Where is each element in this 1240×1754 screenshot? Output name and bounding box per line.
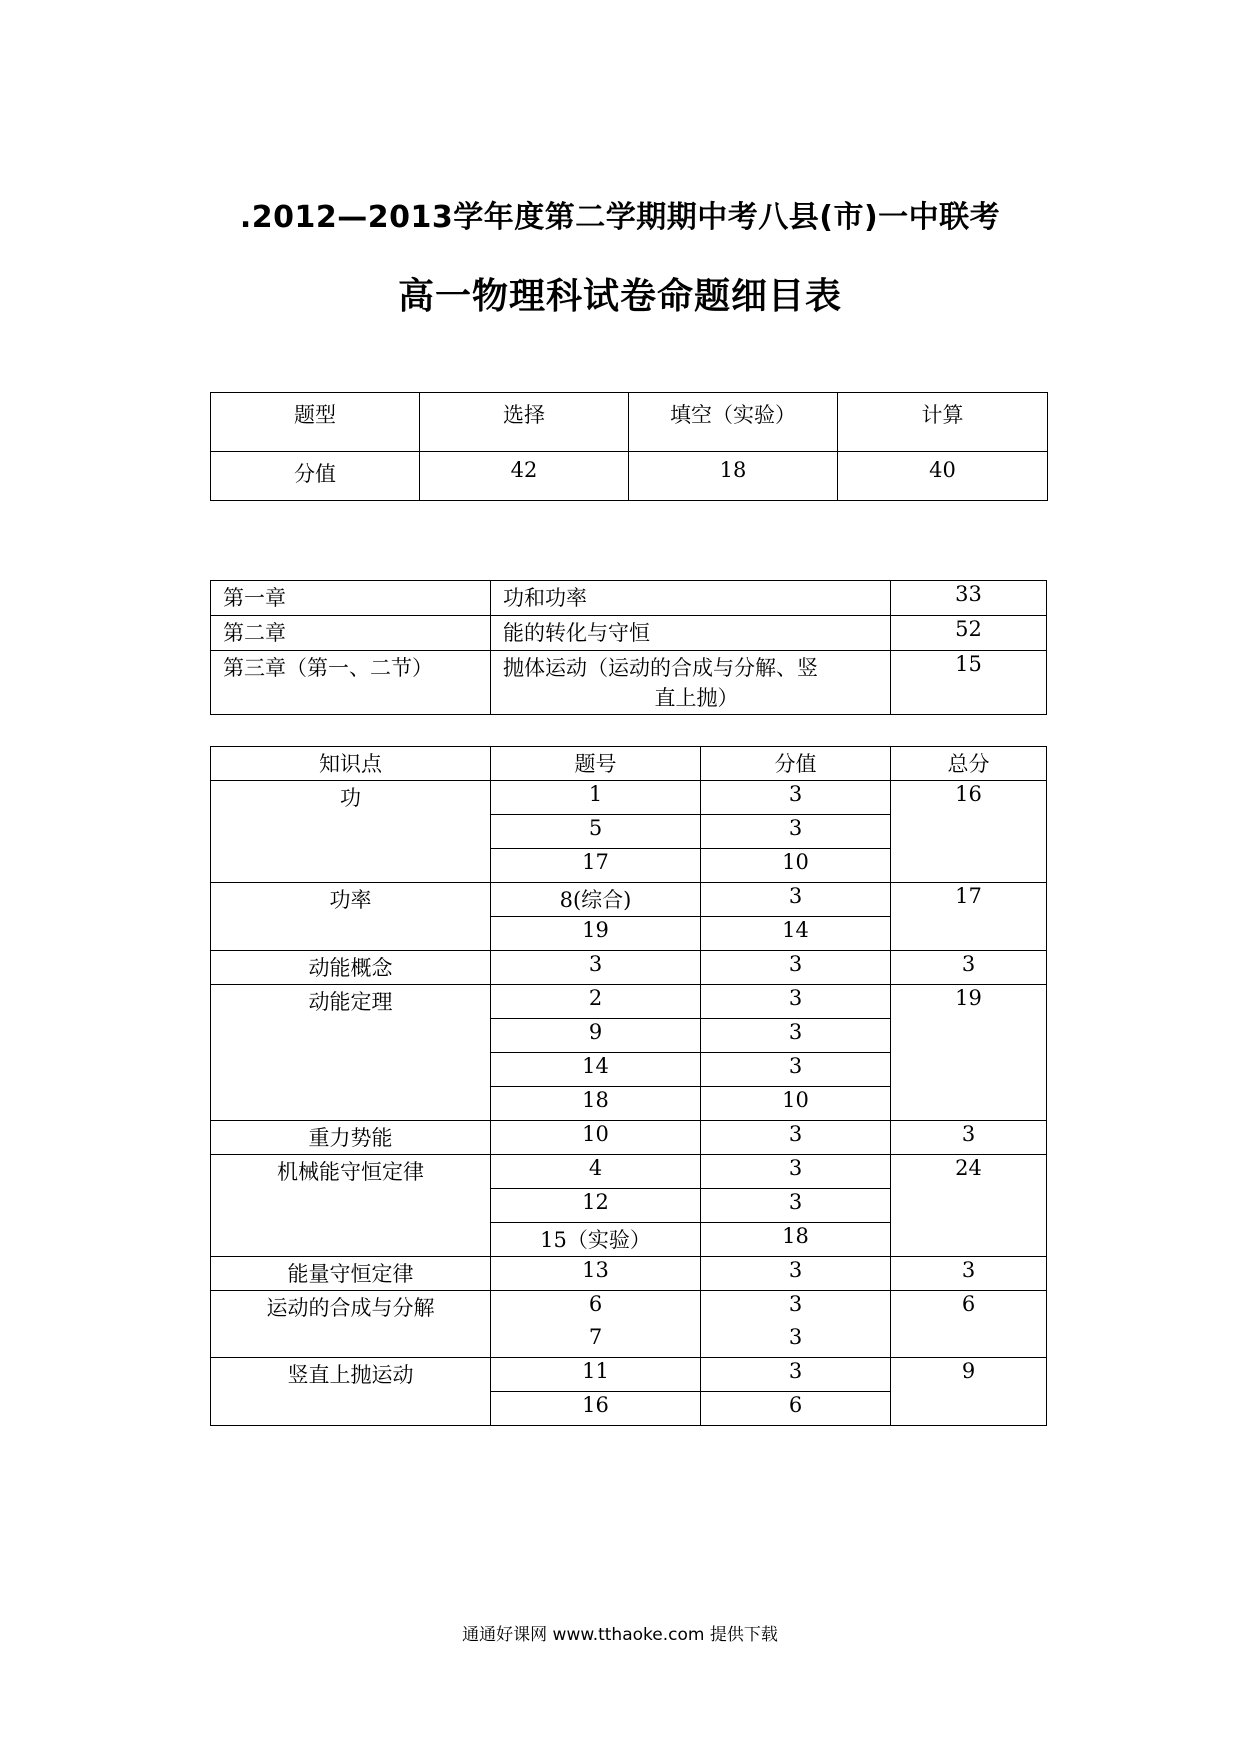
question-number: 10 — [491, 1121, 701, 1155]
knowledge-row — [211, 883, 1047, 917]
score-fill-blank: 18 — [629, 452, 838, 501]
knowledge-point-name: 功率 — [211, 883, 491, 951]
question-type-score-table — [210, 392, 1048, 501]
knowledge-row — [211, 985, 1047, 1019]
chapter-name: 第二章 — [211, 616, 491, 651]
question-number: 14 — [491, 1053, 701, 1087]
knowledge-row — [211, 1257, 1047, 1291]
chapter-topic-line1: 抛体运动（运动的合成与分解、竖 — [503, 656, 818, 680]
question-score: 3 — [701, 951, 891, 985]
chapter-row — [211, 651, 1047, 715]
type-calculation: 计算 — [838, 393, 1048, 452]
question-score: 18 — [701, 1223, 891, 1257]
question-type-row — [211, 393, 1048, 452]
chapter-topic — [491, 651, 891, 715]
score-choice: 42 — [420, 452, 629, 501]
header-score: 分值 — [701, 747, 891, 781]
document-title: 高一物理科试卷命题细目表 — [397, 276, 842, 317]
knowledge-point-total: 3 — [891, 1121, 1047, 1155]
score-calculation: 40 — [838, 452, 1048, 501]
question-number: 1 — [491, 781, 701, 815]
question-number: 11 — [491, 1358, 701, 1392]
question-score: 3 — [701, 781, 891, 815]
knowledge-point-name: 运动的合成与分解 — [211, 1291, 491, 1358]
question-number: 12 — [491, 1189, 701, 1223]
question-score: 3 — [701, 1121, 891, 1155]
chapter-row — [211, 581, 1047, 616]
question-number: 17 — [491, 849, 701, 883]
question-score: 3 — [701, 985, 891, 1019]
question-number: 13 — [491, 1257, 701, 1291]
knowledge-row — [211, 951, 1047, 985]
knowledge-point-name: 重力势能 — [211, 1121, 491, 1155]
header-knowledge-point: 知识点 — [211, 747, 491, 781]
footer-source: 通通好课网 www.tthaoke.com 提供下载 — [462, 1625, 778, 1645]
question-score: 3 — [701, 1053, 891, 1087]
score-value-row — [211, 452, 1048, 501]
question-number: 4 — [491, 1155, 701, 1189]
knowledge-point-total: 19 — [891, 985, 1047, 1121]
question-score: 3 — [701, 883, 891, 917]
knowledge-point-name: 动能定理 — [211, 985, 491, 1121]
type-fill-blank: 填空（实验） — [629, 393, 838, 452]
knowledge-row — [211, 1155, 1047, 1189]
header-question-number: 题号 — [491, 747, 701, 781]
question-number: 8(综合) — [491, 883, 701, 917]
chapter-score: 15 — [891, 651, 1047, 715]
chapter-name: 第三章（第一、二节） — [211, 651, 491, 715]
question-score: 3 — [701, 1257, 891, 1291]
knowledge-header-row — [211, 747, 1047, 781]
question-score: 6 — [701, 1392, 891, 1426]
type-choice: 选择 — [420, 393, 629, 452]
knowledge-point-table — [210, 746, 1047, 1426]
knowledge-row — [211, 1121, 1047, 1155]
chapter-row — [211, 616, 1047, 651]
question-number: 2 — [491, 985, 701, 1019]
chapter-topic: 功和功率 — [491, 581, 891, 616]
question-number: 6 — [491, 1291, 701, 1325]
question-score: 3 — [701, 1019, 891, 1053]
chapter-name: 第一章 — [211, 581, 491, 616]
knowledge-point-name: 竖直上抛运动 — [211, 1358, 491, 1426]
exam-title: .2012—2013学年度第二学期期中考八县(市)一中联考 — [239, 200, 1001, 235]
question-score: 14 — [701, 917, 891, 951]
chapter-topic-line2: 直上抛） — [654, 686, 739, 710]
question-score: 3 — [701, 1358, 891, 1392]
knowledge-point-total: 16 — [891, 781, 1047, 883]
question-number: 3 — [491, 951, 701, 985]
question-number: 16 — [491, 1392, 701, 1426]
knowledge-point-total: 3 — [891, 1257, 1047, 1291]
question-number: 9 — [491, 1019, 701, 1053]
question-number: 18 — [491, 1087, 701, 1121]
chapter-score: 33 — [891, 581, 1047, 616]
chapter-score: 52 — [891, 616, 1047, 651]
row-label-score: 分值 — [211, 452, 420, 501]
knowledge-point-total: 17 — [891, 883, 1047, 951]
question-score: 3 — [701, 1324, 891, 1358]
knowledge-row — [211, 1291, 1047, 1325]
knowledge-point-total: 9 — [891, 1358, 1047, 1426]
knowledge-row — [211, 781, 1047, 815]
header-total: 总分 — [891, 747, 1047, 781]
question-number: 7 — [491, 1324, 701, 1358]
knowledge-point-name: 功 — [211, 781, 491, 883]
knowledge-point-name: 动能概念 — [211, 951, 491, 985]
question-number: 5 — [491, 815, 701, 849]
chapter-table — [210, 580, 1047, 715]
question-score: 3 — [701, 1291, 891, 1325]
knowledge-point-name: 机械能守恒定律 — [211, 1155, 491, 1257]
knowledge-point-name: 能量守恒定律 — [211, 1257, 491, 1291]
question-score: 3 — [701, 815, 891, 849]
row-label-type: 题型 — [211, 393, 420, 452]
knowledge-row — [211, 1358, 1047, 1392]
knowledge-point-total: 6 — [891, 1291, 1047, 1358]
knowledge-point-total: 24 — [891, 1155, 1047, 1257]
question-score: 10 — [701, 849, 891, 883]
knowledge-point-total: 3 — [891, 951, 1047, 985]
question-score: 3 — [701, 1189, 891, 1223]
question-score: 10 — [701, 1087, 891, 1121]
question-number: 19 — [491, 917, 701, 951]
question-score: 3 — [701, 1155, 891, 1189]
chapter-topic: 能的转化与守恒 — [491, 616, 891, 651]
question-number: 15（实验） — [491, 1223, 701, 1257]
